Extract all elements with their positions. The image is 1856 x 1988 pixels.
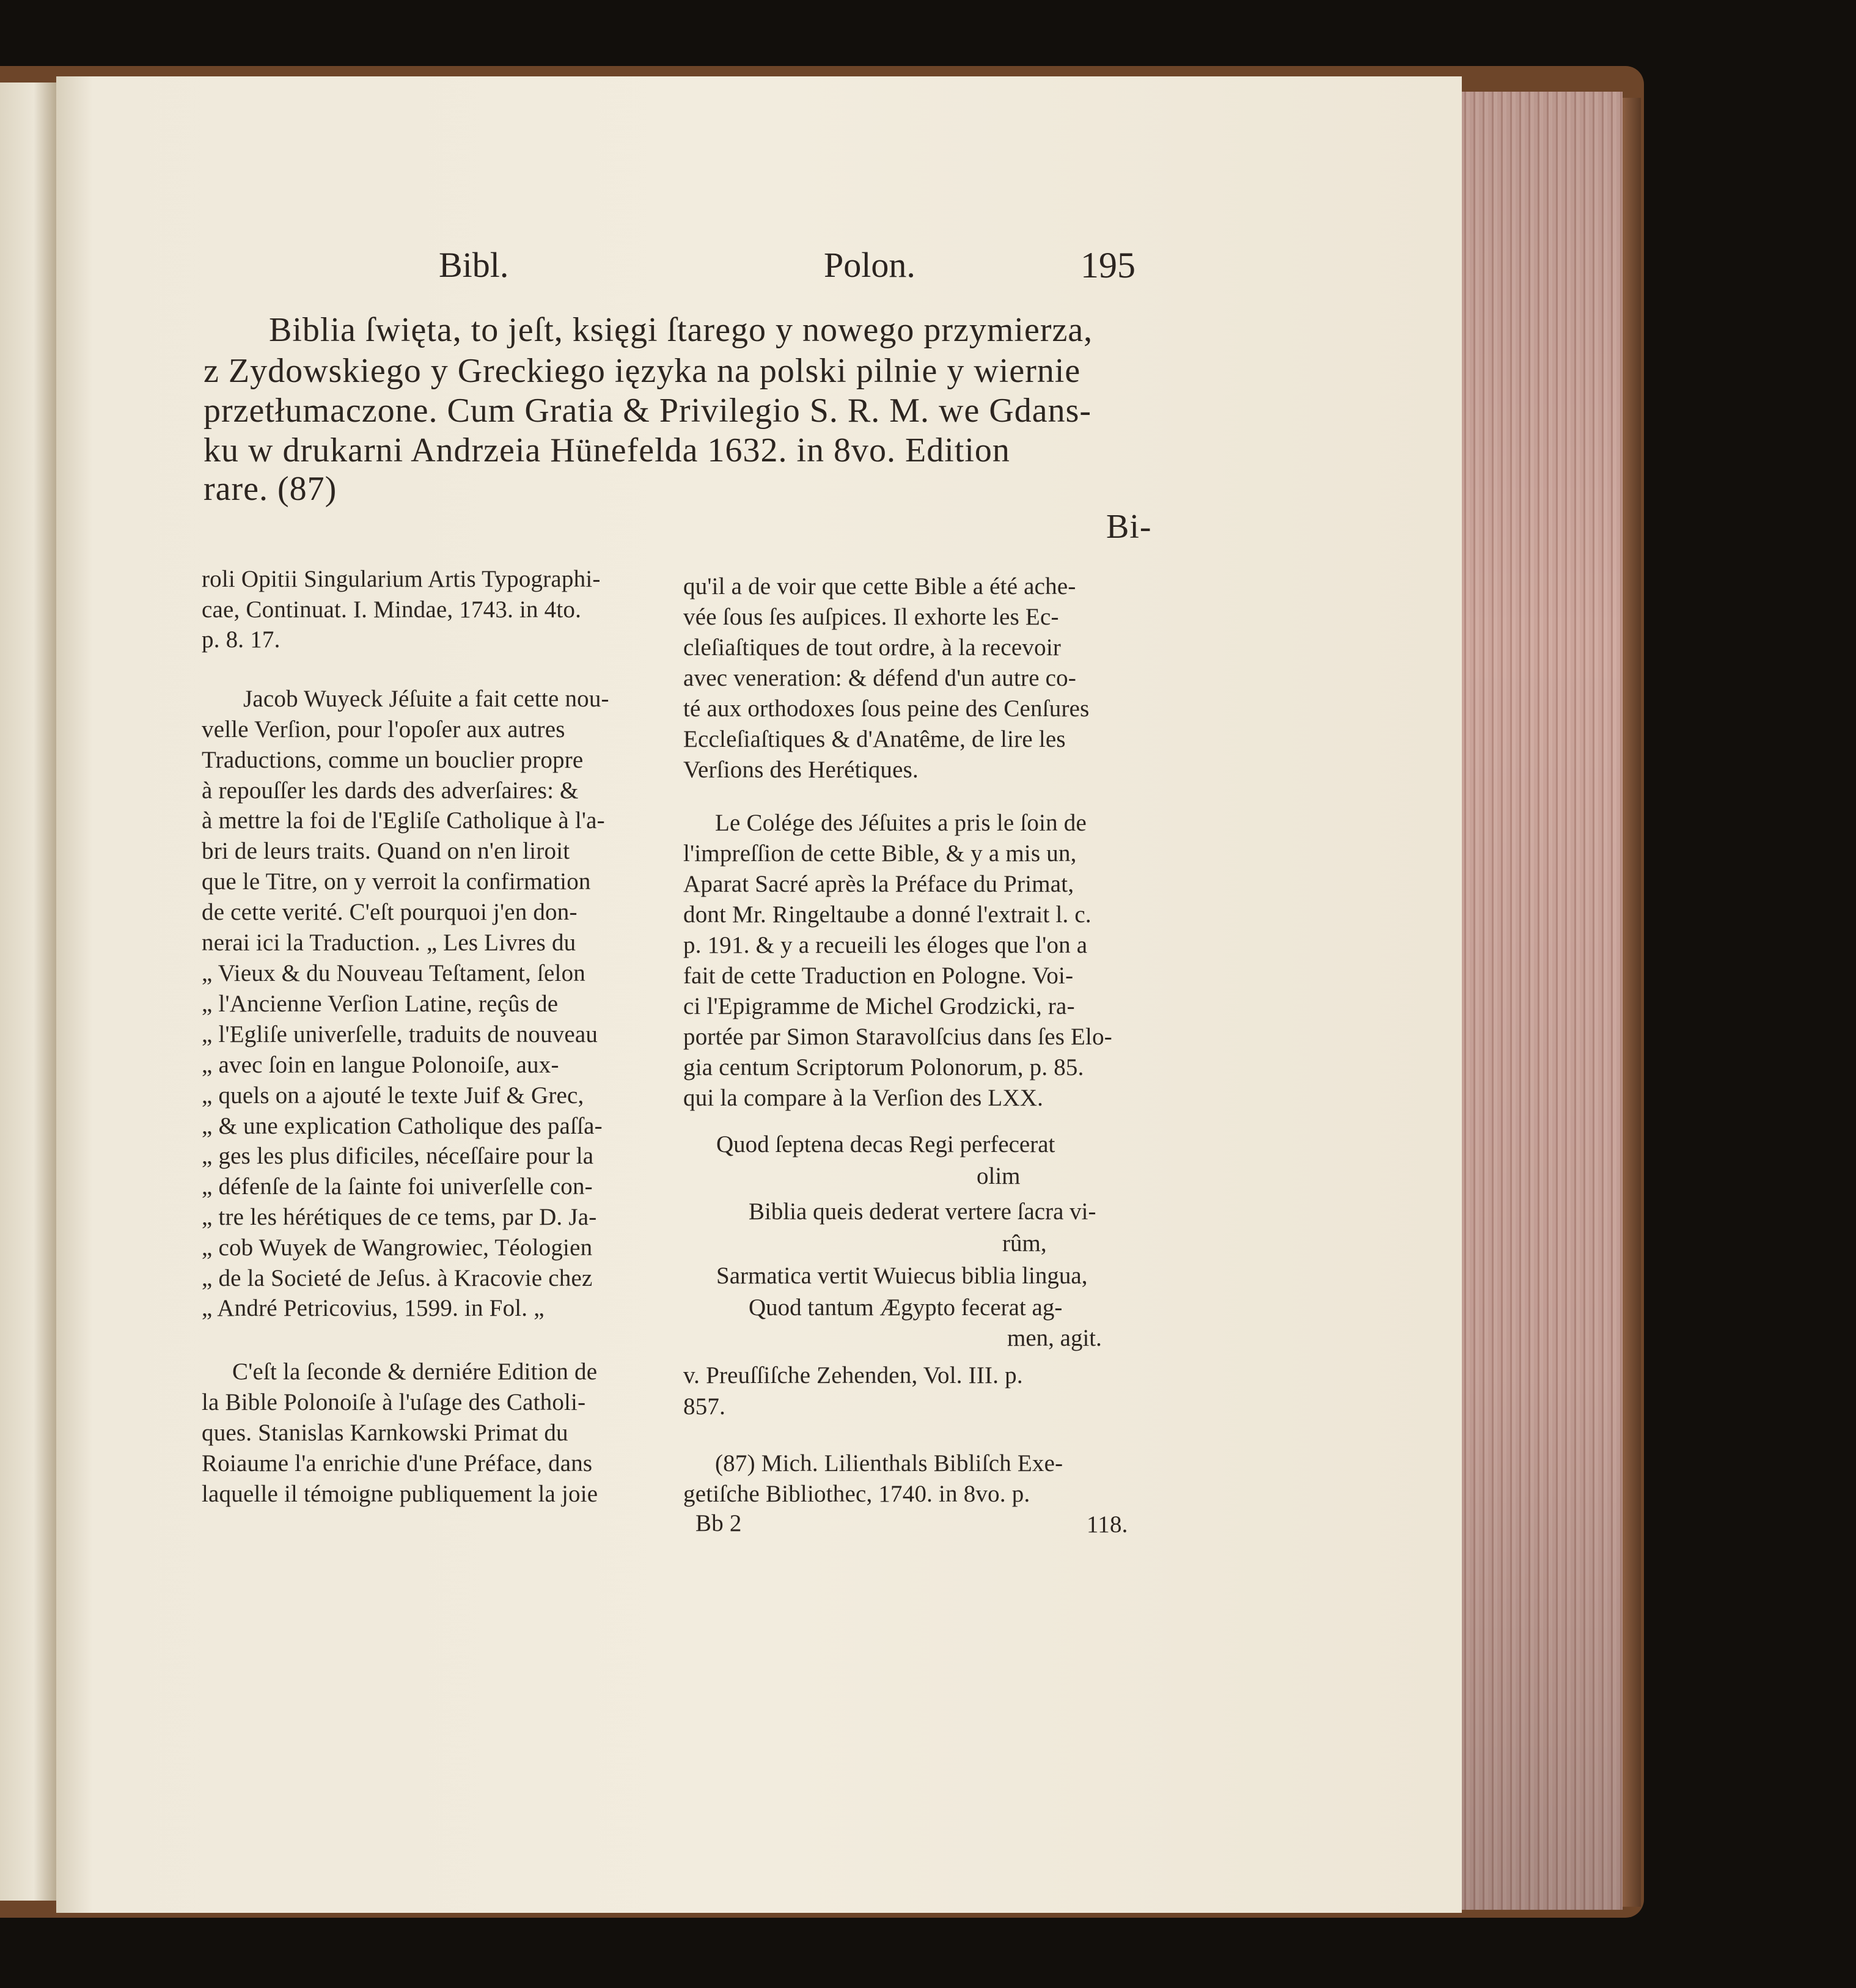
text-line: „ l'Egliſe univerſelle, traduits de nouveau [202,1021,598,1047]
text-line: „ ges les plus dificiles, néceſſaire pour la [202,1143,594,1169]
text-line: C'eſt la ſeconde & derniére Edition de [232,1359,598,1385]
text-line: à repouſſer les dards des adverſaires: & [202,777,579,804]
entry-title-line: Biblia ſwięta, to jeſt, księgi ſtarego y nowego przymierza, [269,311,1093,349]
text-line: Le Colége des Jéſuites a pris le ſoin de [715,810,1087,836]
text-line: Traductions, comme un bouclier propre [202,747,584,773]
text-line: ci l'Epigramme de Michel Grodzicki, ra- [683,993,1075,1019]
running-head-center: Polon. [824,245,915,285]
text-line: „ tre les hérétiques de ce tems, par D. Ja- [202,1204,597,1230]
text-line: cleſiaſtiques de tout ordre, à la recevoir [683,634,1062,661]
text-line: portée par Simon Staravolſcius dans ſes Elo- [683,1024,1112,1050]
running-head-left: Bibl. [439,245,509,285]
text-line: laquelle il témoigne publiquement la joie [202,1481,598,1507]
text-line: „ quels on a ajouté le texte Juif & Grec, [202,1082,584,1109]
cover-spine-rim [1623,98,1641,1907]
text-line: Verſions des Herétiques. [683,757,919,783]
text-line: de cette verité. C'eſt pourquoi j'en don- [202,899,578,925]
verse-line: Sarmatica vertit Wuiecus biblia lingua, [716,1263,1088,1289]
text-line: nerai ici la Traduction. „ Les Livres du [202,930,576,956]
text-line: „ défenſe de la ſainte foi univerſelle con- [202,1173,593,1200]
text-line: té aux orthodoxes ſous peine des Cenſures [683,695,1090,722]
text-line: l'impreſſion de cette Bible, & y a mis un, [683,840,1077,867]
verse-line: men, agit. [1007,1325,1102,1351]
text-line: Jacob Wuyeck Jéſuite a fait cette nou- [243,686,609,712]
verse-line: Quod ſeptena decas Regi perfecerat [716,1131,1055,1157]
text-line: qu'il a de voir que cette Bible a été ache- [683,573,1076,600]
text-line: Eccleſiaſtiques & d'Anatême, de lire les [683,726,1066,752]
page-number: 195 [1080,245,1135,285]
text-line: „ avec ſoin en langue Polonoiſe, aux- [202,1052,559,1078]
text-line: la Bible Polonoiſe à l'uſage des Catholi- [202,1389,586,1415]
footnote-line: 118. [1087,1511,1128,1538]
text-line: velle Verſion, pour l'opoſer aux autres [202,716,565,743]
verse-line: rûm, [1002,1230,1047,1256]
text-line: que le Titre, on y verroit la confirmation [202,868,591,895]
text-line: qui la compare à la Verſion des LXX. [683,1085,1044,1111]
verse-line: Biblia queis dederat vertere ſacra vi- [749,1198,1096,1225]
text-line: cae, Continuat. I. Mindae, 1743. in 4to. [202,596,582,623]
text-line: gia centum Scriptorum Polonorum, p. 85. [683,1054,1084,1080]
fore-edge-shading [1451,92,1623,1910]
entry-title-line: z Zydowskiego y Greckiego ięzyka na polski pilnie y wiernie [204,352,1081,390]
reference-line: 857. [683,1393,726,1420]
text-line: roli Opitii Singularium Artis Typographi- [202,566,601,592]
text-line: Aparat Sacré après la Préface du Primat, [683,871,1074,897]
reference-line: v. Preuſſiſche Zehenden, Vol. III. p. [683,1362,1023,1388]
text-line: p. 8. 17. [202,626,281,653]
text-line: ques. Stanislas Karnkowski Primat du [202,1420,568,1446]
text-line: vée ſous ſes auſpices. Il exhorte les Ec- [683,604,1059,630]
footnote-line: getiſche Bibliothec, 1740. in 8vo. p. [683,1481,1030,1507]
text-line: „ l'Ancienne Verſion Latine, reçûs de [202,991,559,1017]
text-line: „ André Petricovius, 1599. in Fol. „ [202,1295,545,1321]
text-line: „ de la Societé de Jeſus. à Kracovie chez [202,1265,593,1291]
text-line: „ Vieux & du Nouveau Teſtament, ſelon [202,960,585,986]
text-line: avec veneration: & défend d'un autre co- [683,665,1077,691]
footnote-line: (87) Mich. Lilienthals Bibliſch Exe- [715,1450,1063,1476]
text-line: à mettre la foi de l'Egliſe Catholique à l'a- [202,807,605,834]
verse-line: Quod tantum Ægypto fecerat ag- [749,1294,1063,1321]
text-line: „ cob Wuyek de Wangrowiec, Téologien [202,1234,593,1261]
text-line: dont Mr. Ringeltaube a donné l'extrait l. c. [683,901,1091,928]
text-line: fait de cette Traduction en Pologne. Voi- [683,963,1074,989]
entry-title-line: ku w drukarni Andrzeia Hünefelda 1632. in 8vo. Edition [204,431,1010,469]
text-line: Roiaume l'a enrichie d'une Préface, dans [202,1450,593,1476]
text-line: bri de leurs traits. Quand on n'en liroit [202,838,570,864]
text-line: „ & une explication Catholique des paſſa- [202,1113,603,1139]
facing-page-edge [0,83,58,1901]
entry-title-line: przetłumaczone. Cum Gratia & Privilegio S. R. M. we Gdans- [204,392,1092,430]
entry-title-line: rare. (87) [204,470,337,508]
verse-line: olim [977,1163,1021,1189]
catchword: Bi- [1106,508,1152,546]
signature-mark: Bb 2 [695,1510,742,1536]
text-line: p. 191. & y a recueili les éloges que l'on a [683,932,1088,958]
